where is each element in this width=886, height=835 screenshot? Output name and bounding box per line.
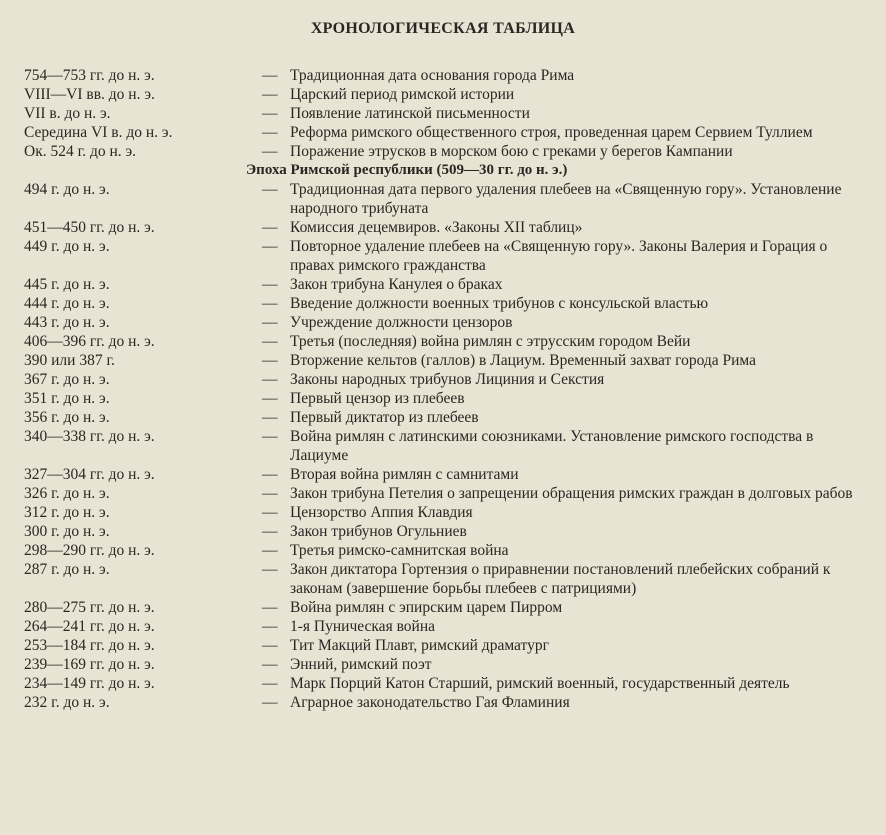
event-cell: 1-я Пуническая война [290, 618, 436, 635]
date-cell: 443 г. до н. э. [24, 314, 110, 331]
dash-separator: — [262, 219, 278, 236]
table-row [0, 104, 886, 123]
date-cell: 754—753 гг. до н. э. [24, 67, 155, 84]
event-cell: Марк Порций Катон Старший, римский военный, государственный деятель [290, 675, 790, 692]
event-cell: Царский период римской истории [290, 86, 515, 103]
table-row [0, 85, 886, 104]
table-row [0, 427, 886, 465]
date-cell: Ок. 524 г. до н. э. [24, 143, 137, 160]
event-cell: Энний, римский поэт [290, 656, 432, 673]
table-row [0, 275, 886, 294]
date-cell: 253—184 гг. до н. э. [24, 637, 155, 654]
date-cell: Середина VI в. до н. э. [24, 124, 173, 141]
date-cell: 390 или 387 г. [24, 352, 115, 369]
table-row [0, 237, 886, 275]
date-cell: 445 г. до н. э. [24, 276, 110, 293]
table-row [0, 66, 886, 85]
page-title: ХРОНОЛОГИЧЕСКАЯ ТАБЛИЦА [310, 20, 576, 37]
table-row [0, 370, 886, 389]
date-cell: 234—149 гг. до н. э. [24, 675, 155, 692]
dash-separator: — [262, 181, 278, 198]
section-heading: Эпоха Римской республики (509—30 гг. до н. э.) [246, 162, 568, 178]
date-cell: VII в. до н. э. [24, 105, 111, 122]
dash-separator: — [262, 86, 278, 103]
table-row [0, 332, 886, 351]
dash-separator: — [262, 333, 278, 350]
table-row [0, 484, 886, 503]
dash-separator: — [262, 143, 278, 160]
event-cell: Учреждение должности цензоров [290, 314, 513, 331]
table-row [0, 408, 886, 427]
table-row [0, 617, 886, 636]
dash-separator: — [262, 485, 278, 502]
event-cell: Реформа римского общественного строя, проведенная царем Сервием Туллием [290, 124, 813, 141]
date-cell: 449 г. до н. э. [24, 238, 110, 255]
event-cell: Тит Макций Плавт, римский драматург [290, 637, 549, 654]
event-cell: Закон трибуна Канулея о браках [290, 276, 503, 293]
date-cell: 300 г. до н. э. [24, 523, 110, 540]
date-cell: 356 г. до н. э. [24, 409, 110, 426]
event-cell: Цензорство Аппия Клавдия [290, 504, 473, 521]
dash-separator: — [262, 238, 278, 255]
event-cell: Война римлян с латинскими союзниками. Установление римского господства в Лациуме [290, 428, 814, 464]
table-row [0, 351, 886, 370]
event-cell: Традиционная дата основания города Рима [290, 67, 575, 84]
event-cell: Поражение этрусков в морском бою с греками у берегов Кампании [290, 143, 733, 160]
date-cell: 340—338 гг. до н. э. [24, 428, 155, 445]
event-cell: Вторжение кельтов (галлов) в Лациум. Временный захват города Рима [290, 352, 757, 369]
dash-separator: — [262, 599, 278, 616]
dash-separator: — [262, 466, 278, 483]
chronology-table [0, 66, 886, 712]
dash-separator: — [262, 504, 278, 521]
dash-separator: — [262, 561, 278, 578]
dash-separator: — [262, 390, 278, 407]
date-cell: 326 г. до н. э. [24, 485, 110, 502]
event-cell: Вторая война римлян с самнитами [290, 466, 519, 483]
table-row [0, 180, 886, 218]
dash-separator: — [262, 694, 278, 711]
table-row [0, 541, 886, 560]
date-cell: 232 г. до н. э. [24, 694, 110, 711]
dash-separator: — [262, 276, 278, 293]
event-cell: Традиционная дата первого удаления плебеев на «Священную гору». Установление народного трибуната [290, 181, 842, 217]
date-cell: VIII—VI вв. до н. э. [24, 86, 155, 103]
table-row [0, 142, 886, 161]
dash-separator: — [262, 409, 278, 426]
table-row [0, 313, 886, 332]
event-cell: Появление латинской письменности [290, 105, 530, 122]
table-row [0, 636, 886, 655]
dash-separator: — [262, 124, 278, 141]
date-cell: 280—275 гг. до н. э. [24, 599, 155, 616]
table-row [0, 503, 886, 522]
date-cell: 287 г. до н. э. [24, 561, 110, 578]
table-row [0, 218, 886, 237]
event-cell: Закон трибунов Огульниев [290, 523, 467, 540]
event-cell: Третья (последняя) война римлян с этрусским городом Вейи [290, 333, 691, 350]
table-row [0, 560, 886, 598]
date-cell: 239—169 гг. до н. э. [24, 656, 155, 673]
event-cell: Закон диктатора Гортензия о приравнении постановлений плебейских собраний к законам (завершение борьбы плебеев с патрициями) [290, 561, 831, 597]
dash-separator: — [262, 523, 278, 540]
table-row [0, 598, 886, 617]
event-cell: Законы народных трибунов Лициния и Секстия [290, 371, 605, 388]
event-cell: Третья римско-самнитская война [290, 542, 509, 559]
date-cell: 264—241 гг. до н. э. [24, 618, 155, 635]
dash-separator: — [262, 637, 278, 654]
dash-separator: — [262, 314, 278, 331]
event-cell: Закон трибуна Петелия о запрещении обращения римских граждан в долговых рабов [290, 485, 853, 502]
table-row [0, 674, 886, 693]
event-cell: Повторное удаление плебеев на «Священную гору». Законы Валерия и Горация о правах римского гражданства [290, 238, 828, 274]
dash-separator: — [262, 67, 278, 84]
date-cell: 298—290 гг. до н. э. [24, 542, 155, 559]
event-cell: Первый цензор из плебеев [290, 390, 465, 407]
date-cell: 406—396 гг. до н. э. [24, 333, 155, 350]
table-row [0, 522, 886, 541]
dash-separator: — [262, 428, 278, 445]
table-row [0, 465, 886, 484]
event-cell: Война римлян с эпирским царем Пирром [290, 599, 563, 616]
event-cell: Введение должности военных трибунов с консульской властью [290, 295, 709, 312]
dash-separator: — [262, 675, 278, 692]
dash-separator: — [262, 295, 278, 312]
event-cell: Первый диктатор из плебеев [290, 409, 479, 426]
dash-separator: — [262, 542, 278, 559]
date-cell: 351 г. до н. э. [24, 390, 110, 407]
dash-separator: — [262, 105, 278, 122]
date-cell: 451—450 гг. до н. э. [24, 219, 155, 236]
table-row [0, 655, 886, 674]
dash-separator: — [262, 352, 278, 369]
date-cell: 312 г. до н. э. [24, 504, 110, 521]
dash-separator: — [262, 371, 278, 388]
dash-separator: — [262, 656, 278, 673]
event-cell: Аграрное законодательство Гая Фламиния [290, 694, 570, 711]
table-row [0, 389, 886, 408]
date-cell: 367 г. до н. э. [24, 371, 110, 388]
dash-separator: — [262, 618, 278, 635]
table-row [0, 123, 886, 142]
table-row [0, 294, 886, 313]
date-cell: 327—304 гг. до н. э. [24, 466, 155, 483]
date-cell: 444 г. до н. э. [24, 295, 110, 312]
event-cell: Комиссия децемвиров. «Законы XII таблиц» [290, 219, 583, 236]
date-cell: 494 г. до н. э. [24, 181, 110, 198]
table-row [0, 693, 886, 712]
